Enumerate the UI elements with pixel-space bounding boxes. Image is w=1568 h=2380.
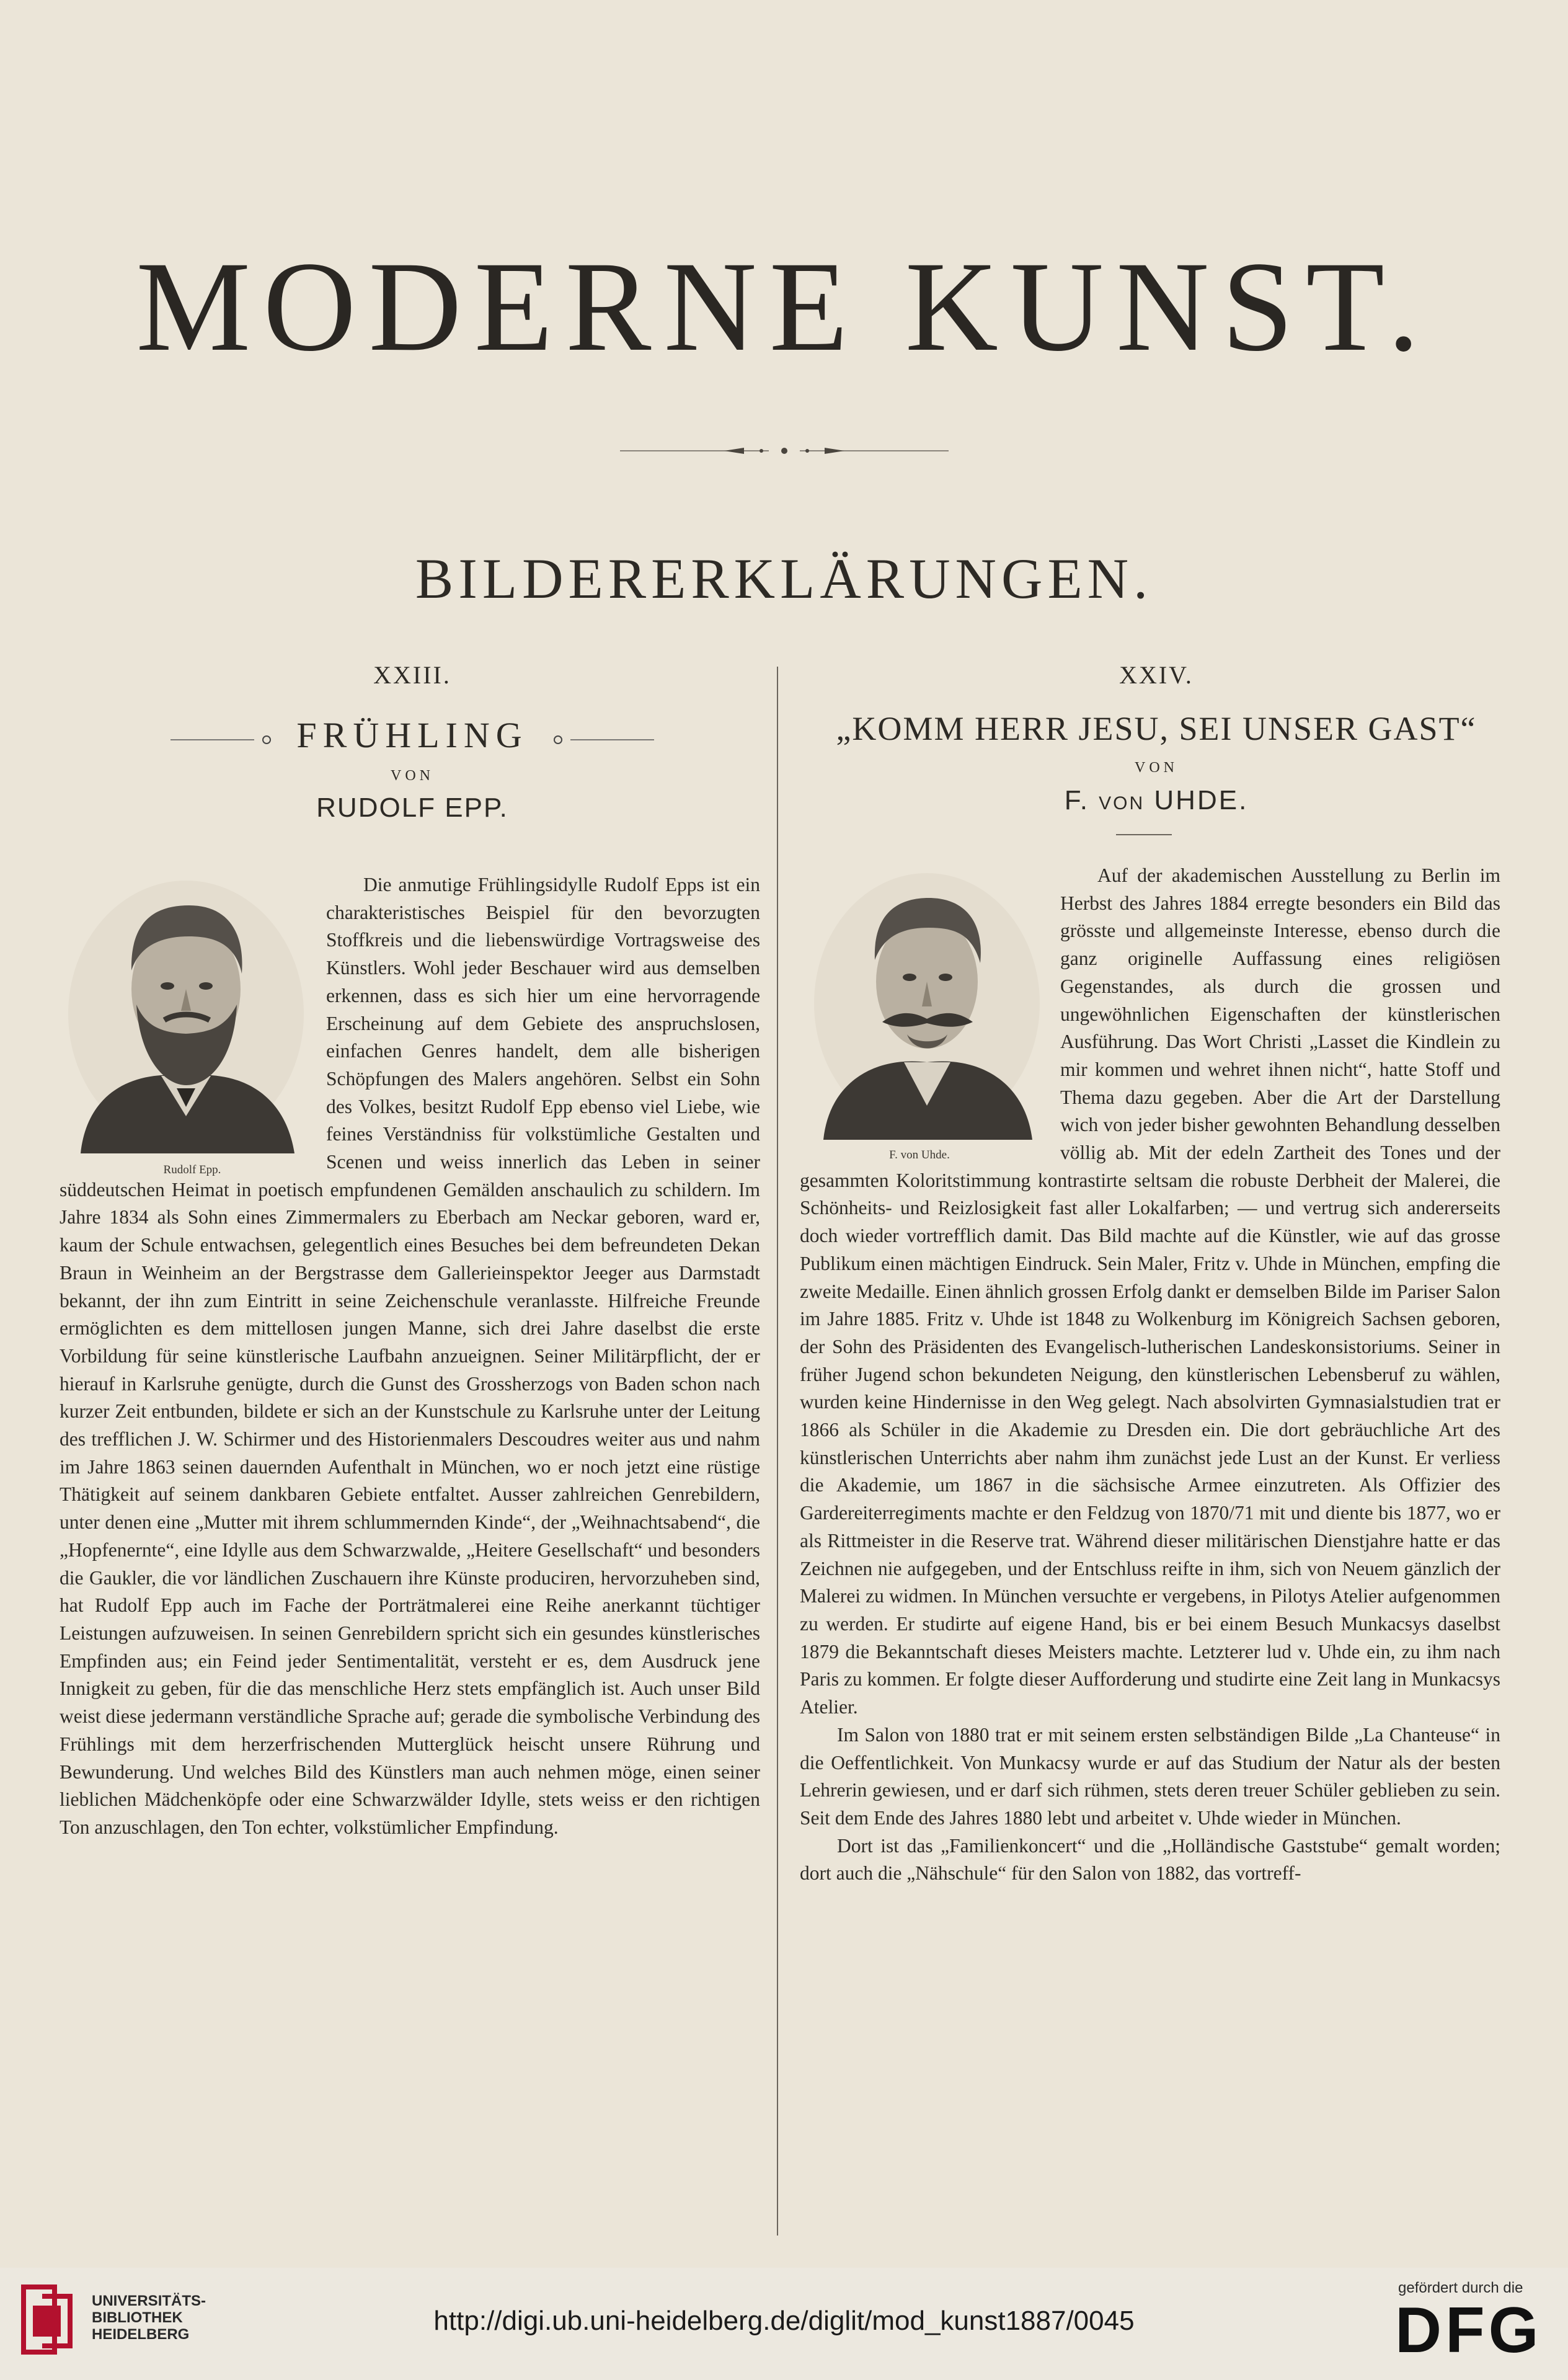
right-portrait-spacer — [800, 862, 1060, 1166]
right-von: VON — [1135, 760, 1178, 776]
right-artist-name — [800, 785, 1513, 816]
right-artwork-title: „KOMM HERR JESU, SEI UNSER GAST“ — [836, 710, 1477, 747]
ornament-rule-icon — [620, 442, 949, 460]
right-artist-surname: UHDE. — [1154, 785, 1249, 815]
library-line-1: UNIVERSITÄTS- — [92, 2293, 206, 2309]
left-article-text — [60, 871, 760, 1842]
right-paragraph-2: Im Salon von 1880 trat er mit seinem ersten selbständigen Bilde „La Chanteuse“ in die Oeffentlichkeit. Von Munkacsy wurde er auf das Studium der Natur als der besten Lehrerin gewiesen, und er darf sich rühmen, stets deren treuer Schüler geblieben zu sein. Seit dem Ende des Jahres 1880 lebt und arbeitet v. Uhde wieder in München. — [800, 1723, 1500, 1829]
left-artist-name: RUDOLF EPP. — [316, 793, 508, 823]
column-divider — [777, 667, 778, 2236]
dfg-logo[interactable]: DFG — [1395, 2294, 1543, 2366]
right-paragraph-3: Dort ist das „Familienkoncert“ und die „Holländische Gaststube“ gemalt worden; dort auch die „Nähschule“ für den Salon von 1882, das vortreff- — [800, 1834, 1500, 1885]
left-artwork-title: FRÜHLING — [296, 715, 528, 755]
left-paragraph-1: Die anmutige Frühlingsidylle Rudolf Epps ist ein charakteristisches Beispiel für den bevorzugten Stoffkreis und die liebenswürdige Vortragsweise des Künstlers. Wohl jeder Beschauer wird aus demselben erkennen, dass es sich hier um eine hervorragende Erscheinung auf dem Gebiete des anspruchslosen, einfachen Genres handelt, dem alle bisherigen Schöpfungen des Malers angehören. Selbst ein Sohn des Volkes, besitzt Rudolf Epp ebenso viel Liebe, wie feines Verständniss für volkstümliche Gestalten und Scenen und weiss innerlich das Leben in seiner süddeutschen Heimat in poetisch empfundenen Gemälden anschaulich zu schildern. Im Jahre 1834 als Sohn eines Zimmermalers zu Eberbach am Neckar geboren, ward er, kaum der Schule entwachsen, gelegentlich eines Besuches bei dem befreundeten Dekan Braun in Weinheim an der Bergstrasse dem Gallerieinspektor Jeeger aus Darmstadt bekannt, der ihn zum Eintritt in seine Zeichenschule veranlasste. Hilfreiche Freunde ermöglichten es dem mittellosen jungen Manne, sich drei Jahre daselbst die erste Vorbildung für seine künstlerische Laufbahn anzueignen. Seiner Militärpflicht, der er hierauf in Karlsruhe genügte, durch die Gunst des Grossherzogs von Baden schon nach kurzer Zeit entbunden, bildete er sich an der Kunstschule zu Karlsruhe unter der Leitung des trefflichen J. W. Schirmer und des Historienmalers Descoudres weiter aus und nahm im Jahre 1863 seinen dauernden Aufenthalt in München, wo er noch jetzt eine rüstige Thätigkeit auf seinem dankbaren Gebiete entfaltet. Ausser zahlreichen Genrebildern, unter denen eine „Mutter mit ihrem schlummernden Kinde“, der „Weihnachtsabend“, die „Hopfenernte“, eine Idylle aus dem Schwarzwalde, „Heitere Gesellschaft“ und besonders die Gaukler, die vor ländlichen Zuschauern ihre Künste produciren, hervorzuheben sind, hat Rudolf Epp auch im Fache der Porträtmalerei eine Reihe anerkannt tüchtiger Leistungen aufzuweisen. In seinen Genrebildern spricht sich ein gesundes künstlerisches Empfinden aus; ein Feind jeder Sentimentalität, versteht er es, dem Ausdruck jene Innigkeit zu geben, für die das menschliche Herz stets empfänglich ist. Auch unser Bild weist diese jedermann verständliche Sprache auf; gerade die symbolische Verbindung des Frühlings mit dem herzerfrischenden Mutterglück heischt unsere Rührung und Bewunderung. Und welches Bild des Künstlers man auch nehmen möge, einen seiner lieblichen Mädchenköpfe oder eine Schwarzwälder Idylle, stets weiss er den richtigen Ton anzuschlagen, den Ton echter, volkstümlicher Empfindung. — [60, 874, 760, 1838]
title-ornament — [620, 442, 949, 460]
right-title-rule — [1116, 834, 1172, 835]
right-article-text — [800, 862, 1500, 1888]
left-von: VON — [391, 768, 434, 784]
left-title-row — [62, 712, 763, 755]
section-title: BILDERERKLÄRUNGEN. — [415, 547, 1153, 610]
right-portrait-caption: F. von Uhde. — [889, 1148, 950, 1161]
right-artist-von: VON — [1099, 793, 1145, 814]
source-url-link[interactable]: http://digi.ub.uni-heidelberg.de/diglit/mod_kunst1887/0045 — [433, 2306, 1135, 2336]
library-line-3: HEIDELBERG — [92, 2326, 190, 2343]
library-line-2: BIBLIOTHEK — [92, 2309, 183, 2326]
funded-by-label: gefördert durch die — [1398, 2280, 1523, 2296]
right-paragraph-1: Auf der akademischen Ausstellung zu Berlin im Herbst des Jahres 1884 erregte besonders ein Bild das grösste und allgemeinste Interesse, ebenso durch die ganz originelle Auffassung eines religiösen Gegenstandes, als durch die grossen und ungewöhnlichen Eigenschaften der künstlerischen Ausführung. Das Wort Christi „Lasset die Kindlein zu mir kommen und wehret ihnen nicht“, hatte Stoff und Thema dazu gegeben. Aber die Art der Darstellung wich von jeder bisher gewohnten Behandlung desselben völlig ab. Mit der edeln Zartheit des Tones und der gesammten Koloritstimmung kontrastirte seltsam die robuste Derbheit der Malerei, die Schönheits- und Reizlosigkeit fast aller Lokalfarben; — und vertrug sich andererseits doch wieder vortrefflich damit. Das Bild machte auf die Künstler, wie auf das grosse Publikum einen mächtigen Eindruck. Sein Maler, Fritz v. Uhde in München, empfing die zweite Medaille. Einen ähnlich grossen Erfolg dankt er demselben Bilde im Pariser Salon im Jahre 1885. Fritz v. Uhde ist 1848 zu Wolkenburg im Königreich Sachsen geboren, der Sohn des Präsidenten des Evangelisch-lutherischen Landeskonsistoriums. Seiner in früher Jugend schon bekundeten Neigung, den künstlerischen Lebensberuf zu wählen, wurden keine Hindernisse in den Weg gelegt. Nach absolvirten Gymnasialstudien trat er 1866 als Schüler in die Akademie zu Dresden ein. Die dort gebräuchliche Art des künstlerischen Unterrichts aber nahm ihm zunächst jede Lust an der Kunst. Er verliess die Akademie, um 1867 in die sächsische Armee einzutreten. Als Offizier des Gardereiterregiments machte er den Feldzug von 1870/71 mit und diente bis 1877, wo er als Rittmeister in die Reserve trat. Während dieser militärischen Dienstjahre hatte er das Zeichnen nie aufgegeben, und der Entschluss reifte in ihm, sich von Neuem gänzlich der Malerei zu widmen. In München versuchte er vergebens, in Pilotys Atelier aufgenommen zu werden. Er studirte auf eigene Hand, bis er bei einem Besuch Munkacsys daselbst 1879 die Bekanntschaft dieses Meisters machte. Letzterer lud v. Uhde ein, zu ihm nach Paris zu kommen. Er folgte dieser Aufforderung und studirte eine Zeit lang in Munkacsys Atelier. — [800, 864, 1500, 1718]
left-portrait-caption: Rudolf Epp. — [163, 1163, 221, 1176]
right-artist-initial: F. — [1064, 785, 1089, 815]
left-portrait-spacer — [60, 871, 326, 1163]
magazine-title: MODERNE KUNST. — [136, 235, 1432, 378]
left-numeral: XXIII. — [373, 661, 451, 689]
right-numeral: XXIV. — [1119, 661, 1194, 689]
